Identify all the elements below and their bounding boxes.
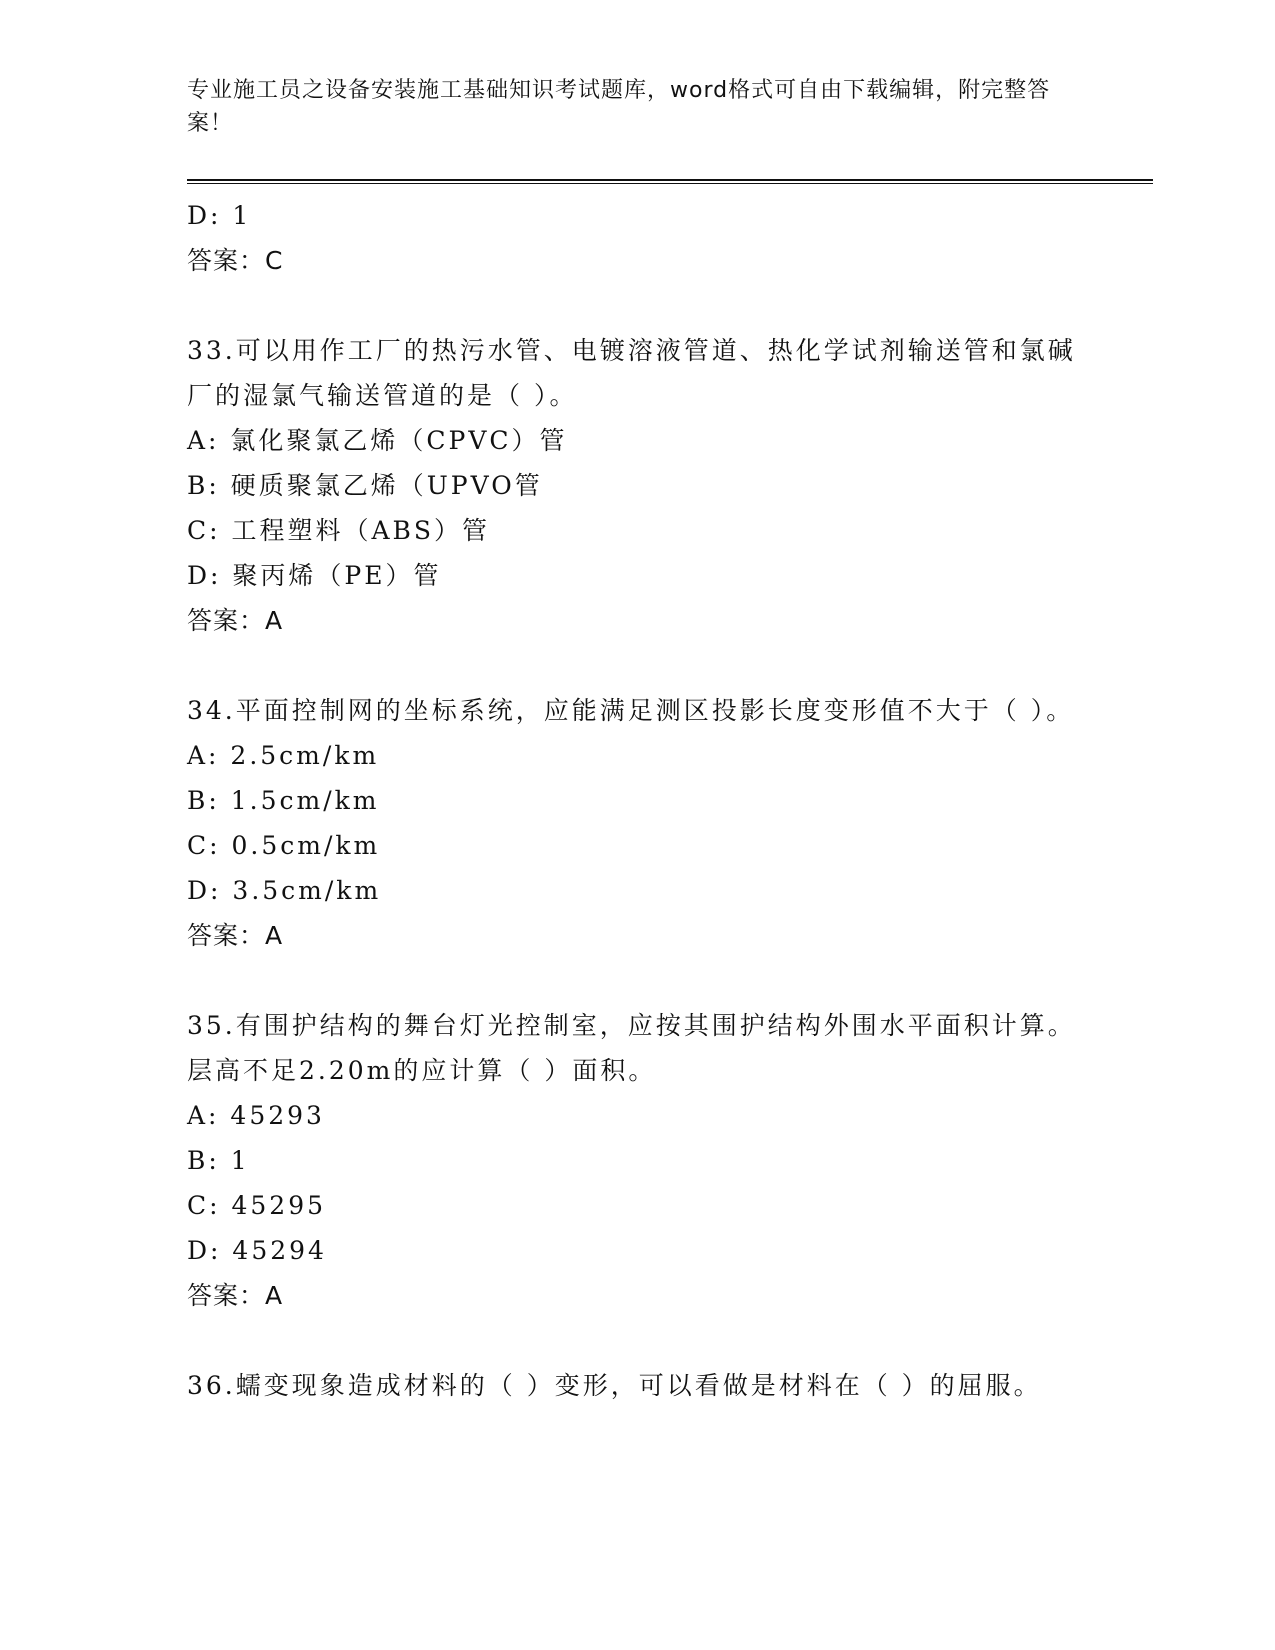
question-content (187, 193, 1087, 1408)
question-stem-36: 36.蠕变现象造成材料的（ ）变形，可以看做是材料在（ ）的屈服。 (187, 1371, 1042, 1400)
answer-line: 答案：C (187, 246, 284, 275)
answer-line: 答案：A (187, 921, 284, 950)
option-c: C: 工程塑料（ABS）管 (187, 516, 491, 545)
option-b: B: 1 (187, 1146, 250, 1175)
option-d: D: 3.5cm/km (187, 876, 382, 905)
question-stem-33: 33.可以用作工厂的热污水管、电镀溶液管道、热化学试剂输送管和氯碱厂的湿氯气输送管道的是（ ）。 (187, 336, 1076, 410)
question-stem-34: 34.平面控制网的坐标系统，应能满足测区投影长度变形值不大于（ ）。 (187, 696, 1075, 725)
header-divider-thick (187, 179, 1153, 181)
option-a: A: 2.5cm/km (187, 741, 380, 770)
option-d: D: 1 (187, 201, 252, 230)
option-b: B: 硬质聚氯乙烯（UPVO管 (187, 471, 543, 500)
answer-line: 答案：A (187, 1281, 284, 1310)
option-c: C: 45295 (187, 1191, 327, 1220)
option-d: D: 45294 (187, 1236, 327, 1265)
document-header-title: 专业施工员之设备安装施工基础知识考试题库，word格式可自由下载编辑，附完整答案！ (187, 78, 1051, 136)
option-a: A: 45293 (187, 1101, 325, 1130)
answer-line: 答案：A (187, 606, 284, 635)
option-d: D: 聚丙烯（PE）管 (187, 561, 442, 590)
question-stem-35: 35.有围护结构的舞台灯光控制室，应按其围护结构外围水平面积计算。层高不足2.20m的应计算（ ）面积。 (187, 1011, 1076, 1085)
option-b: B: 1.5cm/km (187, 786, 380, 815)
header-divider-thin (187, 183, 1153, 184)
option-c: C: 0.5cm/km (187, 831, 381, 860)
option-a: A: 氯化聚氯乙烯（CPVC）管 (187, 426, 568, 455)
